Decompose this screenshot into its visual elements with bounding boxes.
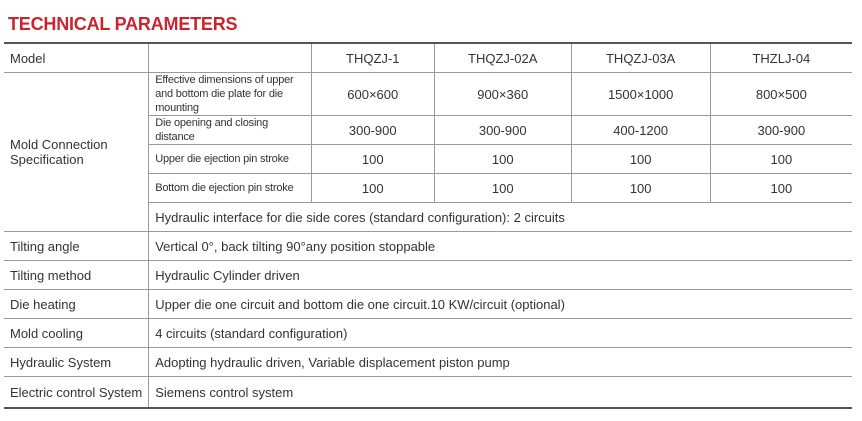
table-row	[4, 319, 852, 348]
spec-label: Hydraulic System	[4, 348, 149, 377]
spec-value: Adopting hydraulic driven, Variable displacement piston pump	[149, 348, 852, 377]
mold-connection-label: Mold Connection Specification	[4, 73, 149, 232]
table-cell: 400-1200	[571, 116, 710, 145]
spec-label: Tilting angle	[4, 232, 149, 261]
table-row	[4, 261, 852, 290]
spec-label: Electric control System	[4, 377, 149, 409]
row-label: Bottom die ejection pin stroke	[149, 174, 312, 203]
spec-label: Die heating	[4, 290, 149, 319]
spec-label: Tilting method	[4, 261, 149, 290]
section-title: TECHNICAL PARAMETERS	[8, 14, 238, 34]
row-label: Upper die ejection pin stroke	[149, 145, 312, 174]
table-cell: 100	[571, 145, 710, 174]
row-label: Die opening and closing distance	[149, 116, 312, 145]
table-cell: 300-900	[434, 116, 571, 145]
spec-label: Mold cooling	[4, 319, 149, 348]
table-row	[4, 232, 852, 261]
model-name: THZLJ-04	[710, 43, 852, 73]
technical-parameters-table	[4, 42, 852, 409]
table-row	[4, 348, 852, 377]
table-cell: 300-900	[311, 116, 434, 145]
table-cell: 900×360	[434, 73, 571, 116]
table-cell: 100	[571, 174, 710, 203]
spec-value: Upper die one circuit and bottom die one circuit.10 KW/circuit (optional)	[149, 290, 852, 319]
table-cell: 300-900	[710, 116, 852, 145]
table-cell: 100	[311, 174, 434, 203]
table-cell: 100	[434, 145, 571, 174]
table-row	[4, 377, 852, 409]
spec-value: Vertical 0°, back tilting 90°any position stoppable	[149, 232, 852, 261]
table-cell: 100	[311, 145, 434, 174]
spec-value: 4 circuits (standard configuration)	[149, 319, 852, 348]
table-cell: 600×600	[311, 73, 434, 116]
table-header-row	[4, 43, 852, 73]
table-cell: 100	[710, 145, 852, 174]
table-cell: 100	[710, 174, 852, 203]
table-row	[4, 73, 852, 116]
table-row	[4, 290, 852, 319]
spec-value: Siemens control system	[149, 377, 852, 409]
model-name: THQZJ-03A	[571, 43, 710, 73]
row-label: Effective dimensions of upper and bottom die plate for die mounting	[149, 73, 312, 116]
hydraulic-interface-cell: Hydraulic interface for die side cores (standard configuration): 2 circuits	[149, 203, 852, 232]
table-cell: 800×500	[710, 73, 852, 116]
spec-value: Hydraulic Cylinder driven	[149, 261, 852, 290]
table-cell: 100	[434, 174, 571, 203]
model-name: THQZJ-02A	[434, 43, 571, 73]
model-label: Model	[4, 43, 149, 73]
model-name: THQZJ-1	[311, 43, 434, 73]
header-empty-cell	[149, 43, 312, 73]
table-cell: 1500×1000	[571, 73, 710, 116]
